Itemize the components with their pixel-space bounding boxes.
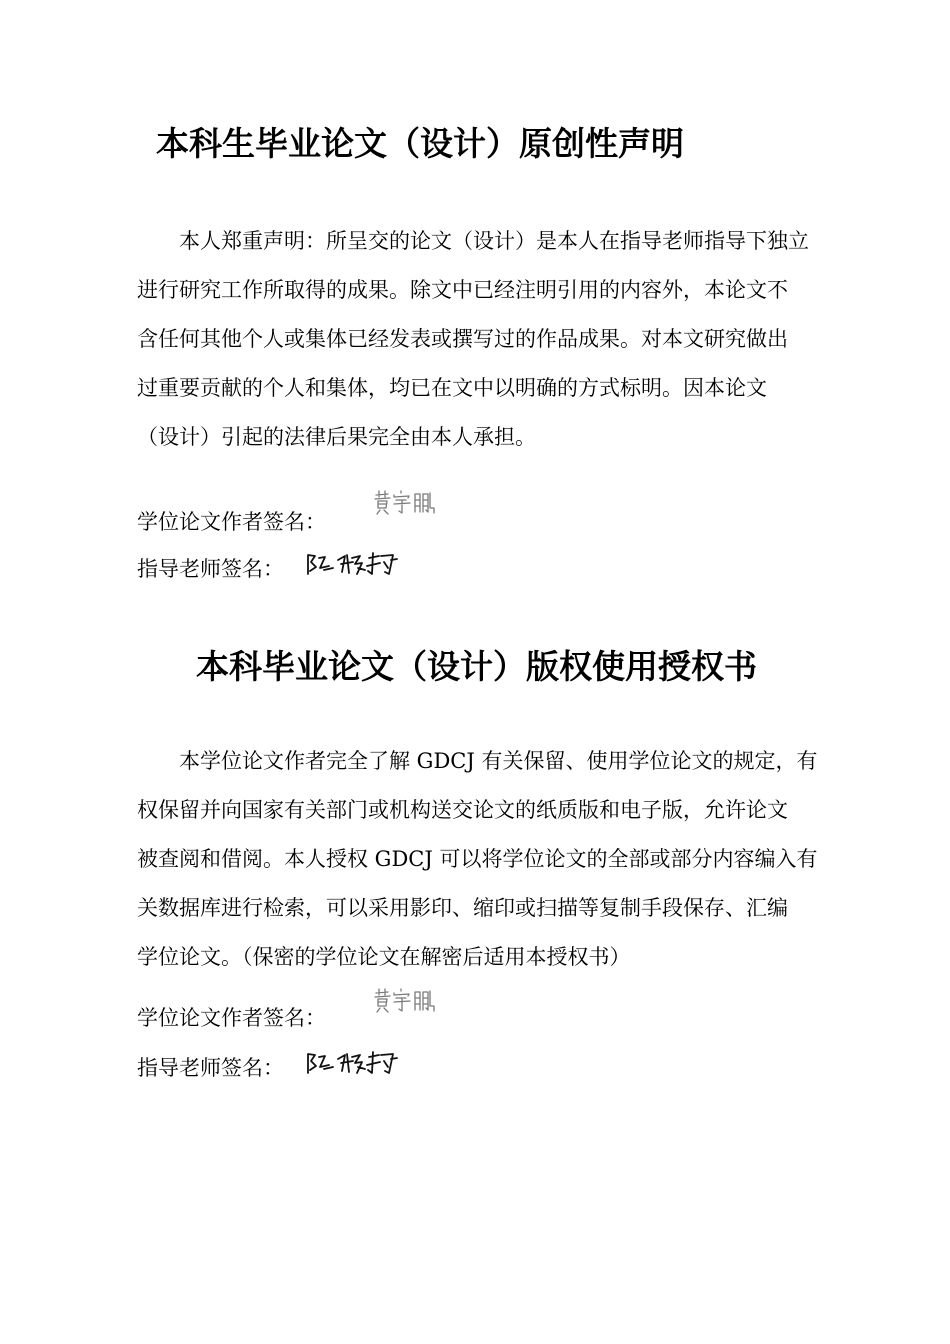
advisor-signature-image bbox=[305, 550, 401, 580]
authorization-line: 被查阅和借阅。本人授权 GDCJ 可以将学位论文的全部或部分内容编入有 bbox=[137, 847, 818, 871]
declaration-line: 过重要贡献的个人和集体，均已在文中以明确的方式标明。因本论文 bbox=[137, 376, 767, 400]
authorization-line: 关数据库进行检索，可以采用影印、缩印或扫描等复制手段保存、汇编 bbox=[137, 896, 788, 920]
declaration-line: 进行研究工作所取得的成果。除文中已经注明引用的内容外，本论文不 bbox=[137, 278, 788, 302]
author-signature-label: 学位论文作者签名： bbox=[137, 510, 326, 534]
advisor-signature-label: 指导老师签名： bbox=[137, 1056, 284, 1080]
declaration-body bbox=[137, 231, 809, 476]
handwritten-signature-icon bbox=[305, 1049, 401, 1079]
author-signature-image bbox=[373, 488, 437, 518]
authorization-body bbox=[137, 751, 817, 996]
advisor-signature-label: 指导老师签名： bbox=[137, 557, 284, 581]
declaration-line: 本人郑重声明：所呈交的论文（设计）是本人在指导老师指导下独立 bbox=[137, 229, 809, 253]
declaration-line: 含任何其他个人或集体已经发表或撰写过的作品成果。对本文研究做出 bbox=[137, 327, 788, 351]
author-signature-label: 学位论文作者签名： bbox=[137, 1006, 326, 1030]
authorization-title: 本科毕业论文（设计）版权使用授权书 bbox=[196, 647, 757, 686]
author-signature-icon bbox=[373, 488, 437, 518]
author-signature-image bbox=[373, 986, 437, 1016]
authorization-line: 权保留并向国家有关部门或机构送交论文的纸质版和电子版，允许论文 bbox=[137, 798, 788, 822]
author-signature-icon bbox=[373, 986, 437, 1016]
handwritten-signature-icon bbox=[305, 550, 401, 580]
authorization-line: 学位论文。（保密的学位论文在解密后适用本授权书） bbox=[137, 945, 631, 969]
declaration-line: （设计）引起的法律后果完全由本人承担。 bbox=[137, 425, 536, 449]
declaration-title: 本科生毕业论文（设计）原创性声明 bbox=[156, 124, 684, 163]
advisor-signature-image bbox=[305, 1049, 401, 1079]
authorization-line: 本学位论文作者完全了解 GDCJ 有关保留、使用学位论文的规定，有 bbox=[137, 749, 818, 773]
